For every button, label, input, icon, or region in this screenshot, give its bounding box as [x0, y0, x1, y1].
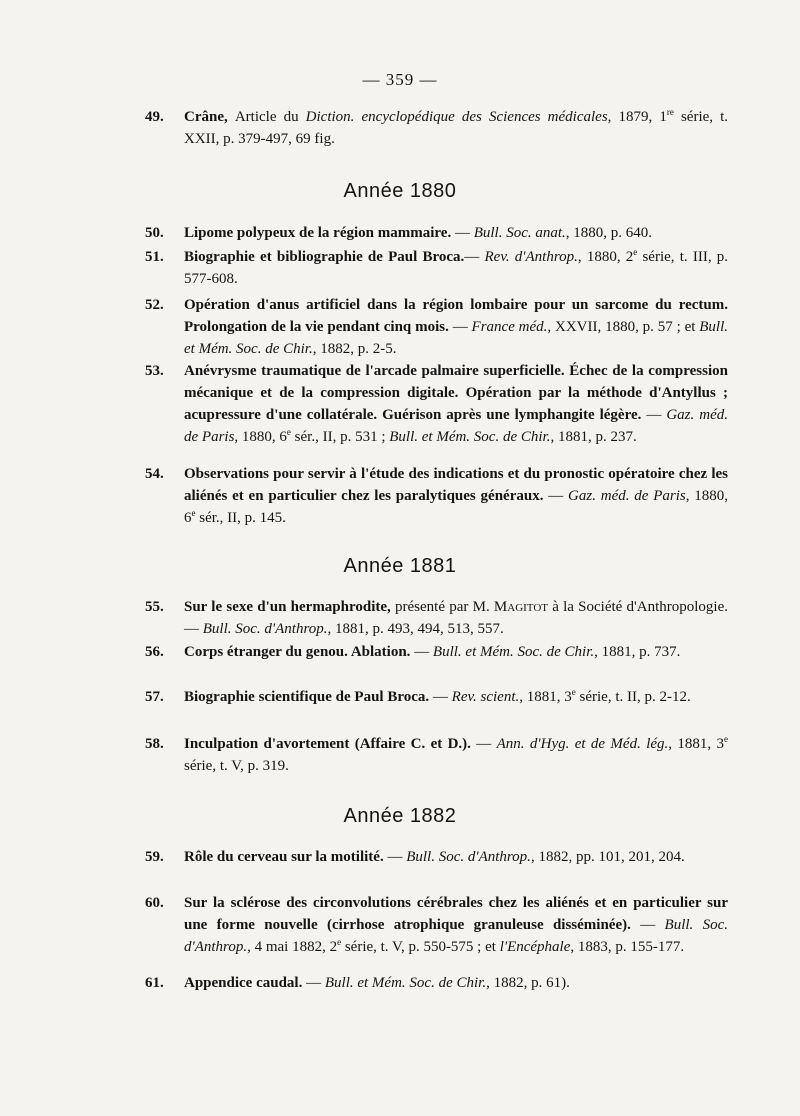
entry-title: Crâne, — [184, 109, 235, 125]
entry-title: Sur le sexe d'un hermaphrodite, — [184, 599, 391, 615]
entry-reference: — Bull. et Mém. Soc. de Chir., 1881, p. 737. — [410, 644, 681, 660]
entry-number: 60. — [145, 895, 164, 911]
entry-number: 54. — [145, 466, 164, 482]
entry-reference: — Bull. Soc. d'Anthrop., 1882, pp. 101, 201, 204. — [383, 849, 685, 865]
entry-number: 49. — [145, 109, 164, 125]
entry-reference: — Gaz. méd. de Paris, 1880, 6e sér., II, p. 145. — [184, 488, 729, 526]
entry-number: 52. — [145, 297, 164, 313]
entry-reference: — Bull. et Mém. Soc. de Chir., 1882, p. 61). — [302, 975, 570, 991]
entry-number: 53. — [145, 363, 164, 379]
entry-reference: — France méd., XXVII, 1880, p. 57 ; et Bull. et Mém. Soc. de Chir., 1882, p. 2-5. — [184, 319, 728, 357]
bibliography-entry-60 — [145, 892, 728, 958]
entry-title: Lipome polypeux de la région mammaire. — [184, 225, 452, 241]
entry-number: 51. — [145, 249, 164, 265]
entry-title: Sur la sclérose des circonvolutions cérébrales chez les aliénés et en particulier sur une forme nouvelle (cirrhose atrophique granuleuse disséminée). — [184, 895, 728, 933]
entry-number: 61. — [145, 975, 164, 991]
bibliography-entry-58 — [145, 733, 728, 777]
entry-title: Corps étranger du genou. Ablation. — [184, 644, 411, 660]
bibliography-entry-57 — [145, 686, 728, 708]
entry-reference: — Ann. d'Hyg. et de Méd. lég., 1881, 3e série, t. V, p. 319. — [184, 734, 729, 774]
year-heading-1881: Année 1881 — [343, 555, 457, 577]
entry-title: Biographie et bibliographie de Paul Broca. — [184, 249, 465, 265]
bibliography-entry-53 — [145, 360, 728, 448]
entry-number: 59. — [145, 849, 164, 865]
entry-reference: — Gaz. méd. de Paris, 1880, 6e sér., II, p. 531 ; Bull. et Mém. Soc. de Chir., 1881, p. 237. — [184, 407, 728, 445]
bibliography-entry-50 — [145, 222, 728, 244]
entry-number: 56. — [145, 644, 164, 660]
entry-reference: — Bull. Soc. d'Anthrop., 4 mai 1882, 2e série, t. V, p. 550-575 ; et l'Encéphale, 1883, p. 155-177. — [184, 917, 729, 955]
entry-title: Opération d'anus artificiel dans la région lombaire pour un sarcome du rectum. Prolongation de la vie pendant cinq mois. — [184, 297, 728, 335]
entry-reference: — Rev. scient., 1881, 3e série, t. II, p. 2-12. — [429, 687, 691, 705]
bibliography-entry-52 — [145, 294, 728, 360]
bibliography-entry-51 — [145, 246, 728, 290]
entry-reference: Article du Diction. encyclopédique des Sciences médicales, 1879, 1re série, t. XXII, p. 379-497, 69 fig. — [184, 107, 729, 147]
entry-title: Rôle du cerveau sur la motilité. — [184, 849, 384, 865]
bibliography-entry-56 — [145, 641, 728, 663]
bibliography-entry-59 — [145, 846, 728, 868]
entry-number: 55. — [145, 599, 164, 615]
entry-title: Anévrysme traumatique de l'arcade palmaire superficielle. Échec de la compression mécanique et de la compression digitale. Opération par la méthode d'Antyllus ; acupressure d'une collatérale. Guérison après une lymphangite légère. — [184, 363, 728, 423]
page-number: — 359 — — [362, 70, 438, 89]
entry-number: 57. — [145, 689, 164, 705]
entry-title: Inculpation d'avortement (Affaire C. et D.). — [184, 736, 471, 752]
entry-title: Observations pour servir à l'étude des indications et du pronostic opératoire chez les aliénés et en particulier chez les paralytiques généraux. — [184, 466, 728, 504]
entry-reference: — Rev. d'Anthrop., 1880, 2e série, t. III, p. 577-608. — [184, 247, 729, 287]
year-heading-1880: Année 1880 — [343, 180, 457, 202]
bibliography-entry-61 — [145, 972, 728, 994]
bibliography-entry-49 — [145, 106, 728, 150]
bibliography-entry-55 — [145, 596, 728, 640]
entry-title: Biographie scientifique de Paul Broca. — [184, 689, 430, 705]
year-heading-1882: Année 1882 — [343, 805, 457, 827]
entry-reference: — Bull. Soc. anat., 1880, p. 640. — [451, 225, 653, 241]
entry-number: 50. — [145, 225, 164, 241]
entry-number: 58. — [145, 736, 164, 752]
entry-title: Appendice caudal. — [184, 975, 303, 991]
entry-reference: présenté par M. Magitot à la Société d'Anthropologie. — Bull. Soc. d'Anthrop., 1881, p. 493, 494, 513, 557. — [184, 599, 728, 637]
bibliography-entry-54 — [145, 463, 728, 529]
